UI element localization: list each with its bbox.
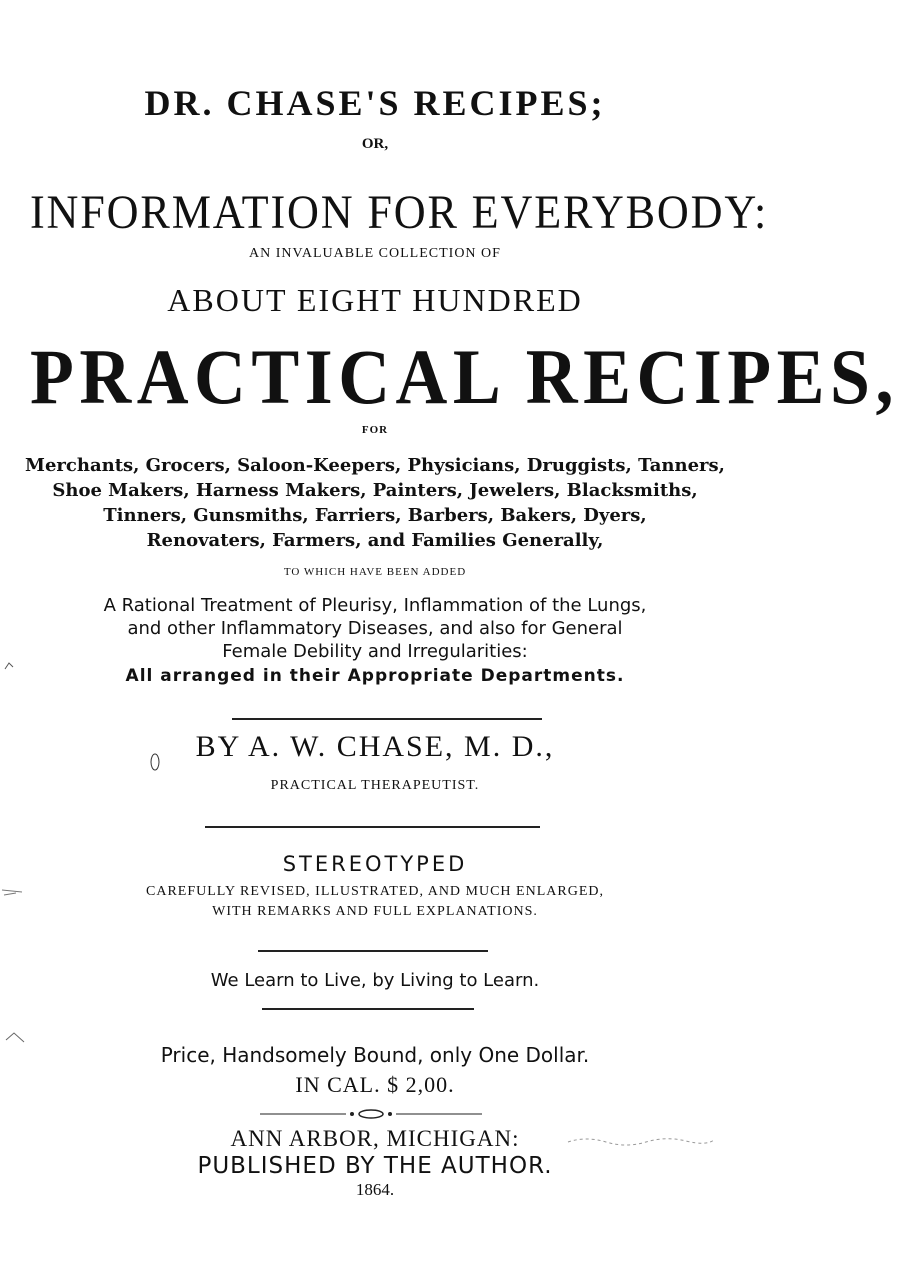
added-note: TO WHICH HAVE BEEN ADDED [283, 566, 467, 578]
scan-speck [2, 885, 24, 897]
collection-line: AN INVALUABLE COLLECTION OF [249, 246, 501, 261]
arranged-line: All arranged in their Appropriate Departments. [125, 666, 625, 686]
publication-place: ANN ARBOR, MICHIGAN: [230, 1126, 520, 1151]
price-line: Price, Handsomely Bound, only One Dollar. [160, 1043, 590, 1067]
scan-speck [4, 658, 14, 668]
ornament-rule-icon [260, 1108, 482, 1120]
trades-line: Shoe Makers, Harness Makers, Painters, Jewelers, Blacksmiths, [52, 480, 698, 501]
treatment-line: A Rational Treatment of Pleurisy, Inflammation of the Lungs, [103, 595, 647, 616]
revised-line: WITH REMARKS AND FULL EXPLANATIONS. [212, 904, 538, 919]
author-title: PRACTICAL THERAPEUTIST. [270, 778, 480, 793]
for-connector: FOR [361, 424, 389, 436]
trades-line: Merchants, Grocers, Saloon-Keepers, Physicians, Druggists, Tanners, [25, 455, 725, 476]
scan-speck [4, 1030, 26, 1044]
subtitle: INFORMATION FOR EVERYBODY: [30, 186, 769, 239]
revised-note [0, 882, 750, 922]
eight-hundred-line: ABOUT EIGHT HUNDRED [167, 282, 583, 318]
faded-pencil-note [566, 1132, 716, 1150]
stereotyped-label: STEREOTYPED [282, 852, 468, 876]
publication-year: 1864. [355, 1180, 395, 1199]
divider-rule [205, 826, 540, 828]
practical-recipes-heading: PRACTICAL RECIPES, [30, 333, 899, 420]
trades-line: Tinners, Gunsmiths, Farriers, Barbers, Bakers, Dyers, [103, 505, 647, 526]
divider-rule [258, 950, 488, 952]
author-name: BY A. W. CHASE, M. D., [195, 730, 555, 763]
treatment-block [0, 594, 750, 663]
trades-line: Renovaters, Farmers, and Families Generally, [146, 530, 604, 551]
divider-rule [262, 1008, 474, 1010]
divider-rule [232, 718, 542, 720]
treatment-line: and other Inflammatory Diseases, and also for General [127, 618, 623, 639]
book-title: DR. CHASE'S RECIPES; [144, 83, 606, 123]
publisher-line: PUBLISHED BY THE AUTHOR. [197, 1153, 553, 1179]
price-cal: IN CAL. $ 2,00. [295, 1072, 455, 1097]
treatment-line: Female Debility and Irregularities: [222, 641, 528, 662]
pencil-mark [148, 752, 162, 772]
motto: We Learn to Live, by Living to Learn. [210, 970, 540, 991]
or-connector: OR, [361, 136, 389, 152]
revised-line: CAREFULLY REVISED, ILLUSTRATED, AND MUCH ENLARGED, [146, 884, 604, 899]
trades-list [0, 453, 750, 553]
